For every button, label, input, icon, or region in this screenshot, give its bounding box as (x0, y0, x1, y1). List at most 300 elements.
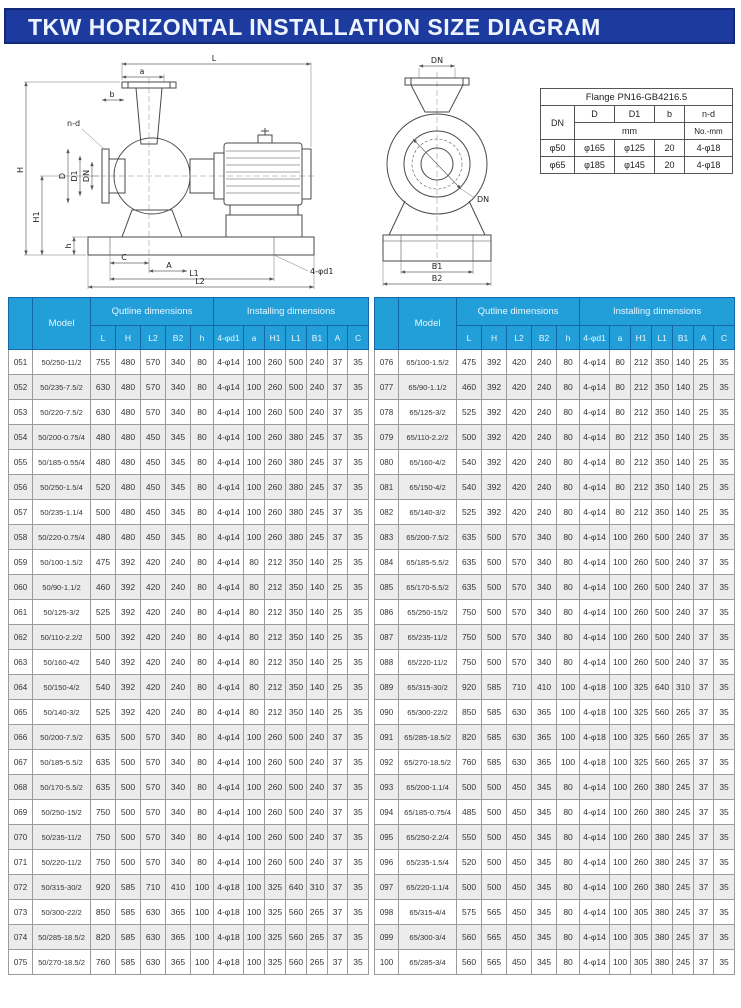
model-cell: 65/90-1.1/2 (399, 375, 457, 400)
value-cell: 140 (673, 400, 694, 425)
value-cell: 240 (532, 425, 557, 450)
row-number: 056 (9, 475, 33, 500)
value-cell: 35 (348, 675, 369, 700)
value-cell: 392 (482, 350, 507, 375)
value-cell: 100 (610, 575, 631, 600)
value-cell: 365 (166, 900, 191, 925)
value-cell: 570 (141, 800, 166, 825)
value-cell: 80 (191, 850, 214, 875)
value-cell: 100 (244, 475, 265, 500)
value-cell: 305 (631, 925, 652, 950)
model-cell: 65/300-3/4 (399, 925, 457, 950)
value-cell: 37 (328, 350, 348, 375)
value-cell: 80 (610, 450, 631, 475)
value-cell: 80 (191, 750, 214, 775)
col-B1: B1 (673, 326, 694, 350)
value-cell: 100 (244, 425, 265, 450)
value-cell: 4-φ14 (214, 525, 244, 550)
row-number: 088 (375, 650, 399, 675)
value-cell: 420 (507, 350, 532, 375)
model-cell: 65/285-3/4 (399, 950, 457, 975)
value-cell: 750 (91, 800, 116, 825)
value-cell: 240 (307, 750, 328, 775)
value-cell: 80 (557, 550, 580, 575)
value-cell: 4-φ18 (214, 925, 244, 950)
value-cell: 500 (482, 850, 507, 875)
value-cell: 240 (673, 625, 694, 650)
value-cell: 350 (652, 400, 673, 425)
value-cell: 585 (116, 900, 141, 925)
value-cell: 260 (631, 575, 652, 600)
value-cell: 750 (457, 650, 482, 675)
value-cell: 140 (307, 650, 328, 675)
table-row (9, 350, 369, 375)
value-cell: 392 (482, 500, 507, 525)
dim-label-4-d1: 4-φd1 (310, 267, 334, 276)
value-cell: 37 (328, 775, 348, 800)
value-cell: 100 (191, 875, 214, 900)
value-cell: 212 (631, 500, 652, 525)
value-cell: 25 (328, 550, 348, 575)
value-cell: 37 (328, 475, 348, 500)
value-cell: 100 (244, 350, 265, 375)
value-cell: 100 (191, 950, 214, 975)
row-number: 075 (9, 950, 33, 975)
value-cell: 100 (244, 775, 265, 800)
value-cell: 35 (714, 350, 735, 375)
value-cell: 500 (652, 650, 673, 675)
value-cell: 37 (694, 575, 714, 600)
value-cell: 4-φ18 (580, 675, 610, 700)
value-cell: 350 (652, 350, 673, 375)
value-cell: 140 (673, 425, 694, 450)
value-cell: 410 (532, 675, 557, 700)
blank-header (9, 298, 33, 350)
value-cell: 392 (116, 550, 141, 575)
value-cell: 392 (116, 675, 141, 700)
value-cell: 245 (673, 900, 694, 925)
model-cell: 65/200-1.1/4 (399, 775, 457, 800)
row-number: 099 (375, 925, 399, 950)
model-cell: 65/315-4/4 (399, 900, 457, 925)
value-cell: 265 (307, 900, 328, 925)
value-cell: 380 (652, 925, 673, 950)
row-number: 092 (375, 750, 399, 775)
value-cell: 365 (532, 700, 557, 725)
dim-label-C: C (121, 253, 127, 262)
model-cell: 65/220-11/2 (399, 650, 457, 675)
row-number: 055 (9, 450, 33, 475)
col-H: H (116, 326, 141, 350)
value-cell: 480 (91, 450, 116, 475)
pump-side-view-diagram (12, 52, 347, 290)
value-cell: 4-φ14 (580, 600, 610, 625)
value-cell: 500 (116, 775, 141, 800)
value-cell: 630 (507, 725, 532, 750)
value-cell: 485 (457, 800, 482, 825)
value-cell: 350 (286, 600, 307, 625)
flange-col-D: D (575, 106, 615, 123)
value-cell: 4-φ14 (214, 425, 244, 450)
row-number: 097 (375, 875, 399, 900)
value-cell: 350 (652, 425, 673, 450)
value-cell: 80 (244, 650, 265, 675)
value-cell: 340 (166, 800, 191, 825)
col-h: h (191, 326, 214, 350)
value-cell: 100 (244, 850, 265, 875)
value-cell: 635 (457, 525, 482, 550)
value-cell: 37 (328, 425, 348, 450)
value-cell: 350 (286, 575, 307, 600)
value-cell: 240 (307, 350, 328, 375)
value-cell: 4-φ14 (214, 450, 244, 475)
value-cell: 500 (91, 625, 116, 650)
value-cell: 37 (694, 525, 714, 550)
row-number: 074 (9, 925, 33, 950)
value-cell: 340 (166, 400, 191, 425)
model-cell: 65/150-4/2 (399, 475, 457, 500)
value-cell: 420 (141, 650, 166, 675)
flange-col-D1: D1 (615, 106, 655, 123)
model-cell: 65/315-30/2 (399, 675, 457, 700)
value-cell: 245 (307, 475, 328, 500)
size-table-right (374, 297, 735, 975)
value-cell: 340 (166, 725, 191, 750)
value-cell: 480 (116, 425, 141, 450)
model-cell: 50/235-11/2 (33, 825, 91, 850)
value-cell: 560 (286, 950, 307, 975)
value-cell: 500 (482, 800, 507, 825)
value-cell: 25 (694, 375, 714, 400)
value-cell: 325 (265, 950, 286, 975)
value-cell: 100 (610, 550, 631, 575)
col-H1: H1 (265, 326, 286, 350)
value-cell: 520 (91, 475, 116, 500)
value-cell: 37 (694, 950, 714, 975)
flange-row (541, 140, 733, 157)
table-row (375, 725, 735, 750)
value-cell: 4-φ14 (580, 875, 610, 900)
table-row (375, 575, 735, 600)
value-cell: 570 (507, 625, 532, 650)
value-cell: 630 (91, 400, 116, 425)
model-header: Model (399, 298, 457, 350)
value-cell: 585 (482, 675, 507, 700)
value-cell: 100 (557, 700, 580, 725)
value-cell: 480 (116, 500, 141, 525)
value-cell: 80 (557, 575, 580, 600)
value-cell: 4-φ18 (580, 725, 610, 750)
value-cell: 37 (694, 800, 714, 825)
value-cell: 35 (348, 550, 369, 575)
value-cell: 100 (610, 950, 631, 975)
value-cell: 525 (91, 600, 116, 625)
dim-label-A: A (166, 261, 172, 270)
value-cell: 585 (482, 700, 507, 725)
value-cell: 392 (116, 600, 141, 625)
value-cell: 80 (191, 475, 214, 500)
value-cell: 4-φ14 (580, 800, 610, 825)
table-row (375, 675, 735, 700)
group-installing-dimensions: Installing dimensions (580, 298, 735, 326)
value-cell: 520 (457, 850, 482, 875)
value-cell: 25 (694, 425, 714, 450)
value-cell: 392 (116, 650, 141, 675)
row-number: 073 (9, 900, 33, 925)
value-cell: 450 (141, 500, 166, 525)
model-cell: 50/235-7.5/2 (33, 375, 91, 400)
value-cell: 35 (714, 825, 735, 850)
model-cell: 50/250-1.5/4 (33, 475, 91, 500)
table-row (9, 875, 369, 900)
value-cell: 630 (141, 900, 166, 925)
value-cell: 212 (265, 650, 286, 675)
flange-row (541, 157, 733, 174)
value-cell: 37 (328, 375, 348, 400)
row-number: 091 (375, 725, 399, 750)
value-cell: 480 (116, 375, 141, 400)
value-cell: 4-φ14 (214, 825, 244, 850)
value-cell: 100 (244, 500, 265, 525)
value-cell: 35 (714, 450, 735, 475)
value-cell: 635 (91, 725, 116, 750)
value-cell: 100 (557, 725, 580, 750)
value-cell: 37 (328, 750, 348, 775)
value-cell: 260 (265, 775, 286, 800)
value-cell: 80 (610, 400, 631, 425)
value-cell: 345 (532, 925, 557, 950)
pump-front-view-diagram (347, 52, 532, 290)
col-a: a (610, 326, 631, 350)
value-cell: 4-φ14 (214, 700, 244, 725)
row-number: 062 (9, 625, 33, 650)
value-cell: 100 (244, 900, 265, 925)
value-cell: 450 (507, 875, 532, 900)
value-cell: 100 (610, 925, 631, 950)
value-cell: 4-φ14 (580, 575, 610, 600)
value-cell: 635 (457, 550, 482, 575)
value-cell: 35 (714, 625, 735, 650)
row-number: 100 (375, 950, 399, 975)
value-cell: 345 (532, 825, 557, 850)
value-cell: 80 (191, 450, 214, 475)
value-cell: 340 (166, 850, 191, 875)
value-cell: 240 (166, 550, 191, 575)
value-cell: 140 (307, 600, 328, 625)
model-cell: 65/185-5.5/2 (399, 550, 457, 575)
value-cell: 4-φ14 (580, 500, 610, 525)
value-cell: 850 (91, 900, 116, 925)
value-cell: 35 (714, 525, 735, 550)
value-cell: 212 (631, 450, 652, 475)
value-cell: 350 (652, 500, 673, 525)
value-cell: 100 (610, 800, 631, 825)
value-cell: 750 (91, 850, 116, 875)
model-cell: 50/250-15/2 (33, 800, 91, 825)
flange-cell: 4-φ18 (685, 140, 733, 157)
value-cell: 25 (694, 350, 714, 375)
value-cell: 260 (631, 775, 652, 800)
value-cell: 380 (286, 450, 307, 475)
table-row (375, 900, 735, 925)
table-row (9, 800, 369, 825)
value-cell: 100 (244, 400, 265, 425)
value-cell: 450 (507, 850, 532, 875)
value-cell: 100 (610, 900, 631, 925)
value-cell: 80 (557, 400, 580, 425)
value-cell: 540 (91, 650, 116, 675)
value-cell: 260 (631, 825, 652, 850)
value-cell: 260 (631, 850, 652, 875)
value-cell: 500 (652, 600, 673, 625)
value-cell: 80 (557, 775, 580, 800)
value-cell: 570 (507, 650, 532, 675)
value-cell: 80 (610, 475, 631, 500)
value-cell: 265 (307, 925, 328, 950)
model-cell: 65/140-3/2 (399, 500, 457, 525)
value-cell: 265 (673, 750, 694, 775)
value-cell: 325 (265, 875, 286, 900)
value-cell: 750 (457, 600, 482, 625)
value-cell: 260 (631, 525, 652, 550)
value-cell: 240 (532, 475, 557, 500)
value-cell: 100 (610, 750, 631, 775)
value-cell: 80 (191, 550, 214, 575)
value-cell: 35 (714, 700, 735, 725)
value-cell: 245 (307, 525, 328, 550)
model-cell: 50/150-4/2 (33, 675, 91, 700)
value-cell: 500 (482, 550, 507, 575)
value-cell: 450 (141, 450, 166, 475)
page-title: TKW HORIZONTAL INSTALLATION SIZE DIAGRAM (4, 8, 735, 44)
row-number: 095 (375, 825, 399, 850)
model-cell: 50/140-3/2 (33, 700, 91, 725)
value-cell: 4-φ14 (214, 575, 244, 600)
value-cell: 750 (457, 625, 482, 650)
diagram-strip (0, 44, 741, 292)
value-cell: 80 (191, 350, 214, 375)
flange-col-nd: n-d (685, 106, 733, 123)
col-A: A (694, 326, 714, 350)
value-cell: 260 (265, 500, 286, 525)
value-cell: 350 (652, 450, 673, 475)
col-L1: L1 (286, 326, 307, 350)
value-cell: 345 (532, 875, 557, 900)
row-number: 070 (9, 825, 33, 850)
value-cell: 500 (286, 825, 307, 850)
value-cell: 500 (482, 875, 507, 900)
model-cell: 65/185-0.75/4 (399, 800, 457, 825)
value-cell: 35 (714, 775, 735, 800)
value-cell: 365 (166, 950, 191, 975)
value-cell: 37 (328, 825, 348, 850)
value-cell: 585 (482, 750, 507, 775)
value-cell: 35 (714, 875, 735, 900)
value-cell: 570 (141, 775, 166, 800)
value-cell: 345 (166, 525, 191, 550)
value-cell: 240 (532, 375, 557, 400)
row-number: 087 (375, 625, 399, 650)
value-cell: 25 (328, 650, 348, 675)
value-cell: 540 (91, 675, 116, 700)
value-cell: 4-φ14 (580, 450, 610, 475)
value-cell: 500 (482, 625, 507, 650)
value-cell: 240 (673, 650, 694, 675)
model-cell: 50/220-11/2 (33, 850, 91, 875)
flange-table (540, 88, 733, 174)
value-cell: 35 (714, 850, 735, 875)
table-row (9, 825, 369, 850)
value-cell: 245 (673, 850, 694, 875)
value-cell: 500 (286, 800, 307, 825)
value-cell: 345 (166, 500, 191, 525)
value-cell: 340 (166, 775, 191, 800)
value-cell: 380 (286, 475, 307, 500)
value-cell: 35 (348, 950, 369, 975)
table-row (9, 575, 369, 600)
value-cell: 340 (166, 350, 191, 375)
value-cell: 4-φ14 (214, 375, 244, 400)
value-cell: 525 (91, 700, 116, 725)
value-cell: 345 (166, 475, 191, 500)
value-cell: 37 (694, 750, 714, 775)
value-cell: 350 (286, 625, 307, 650)
model-cell: 50/315-30/2 (33, 875, 91, 900)
value-cell: 420 (507, 425, 532, 450)
flange-cell: φ65 (541, 157, 575, 174)
value-cell: 260 (265, 425, 286, 450)
value-cell: 80 (244, 625, 265, 650)
table-row (9, 500, 369, 525)
value-cell: 260 (265, 375, 286, 400)
row-number: 071 (9, 850, 33, 875)
value-cell: 500 (286, 375, 307, 400)
value-cell: 500 (116, 800, 141, 825)
value-cell: 80 (191, 725, 214, 750)
value-cell: 325 (265, 900, 286, 925)
value-cell: 240 (532, 350, 557, 375)
table-row (9, 400, 369, 425)
value-cell: 212 (631, 400, 652, 425)
value-cell: 480 (116, 350, 141, 375)
value-cell: 35 (348, 650, 369, 675)
row-number: 069 (9, 800, 33, 825)
value-cell: 100 (610, 825, 631, 850)
value-cell: 240 (166, 575, 191, 600)
row-number: 068 (9, 775, 33, 800)
value-cell: 570 (507, 600, 532, 625)
value-cell: 260 (631, 550, 652, 575)
model-cell: 65/110-2.2/2 (399, 425, 457, 450)
table-row (9, 775, 369, 800)
table-row (9, 675, 369, 700)
value-cell: 4-φ14 (214, 675, 244, 700)
value-cell: 500 (286, 850, 307, 875)
value-cell: 380 (286, 425, 307, 450)
value-cell: 37 (694, 725, 714, 750)
model-cell: 65/270-18.5/2 (399, 750, 457, 775)
row-number: 059 (9, 550, 33, 575)
row-number: 054 (9, 425, 33, 450)
value-cell: 4-φ18 (580, 750, 610, 775)
value-cell: 35 (714, 575, 735, 600)
value-cell: 140 (673, 350, 694, 375)
value-cell: 480 (91, 525, 116, 550)
value-cell: 4-φ14 (580, 525, 610, 550)
value-cell: 4-φ14 (214, 475, 244, 500)
table-row (9, 425, 369, 450)
value-cell: 80 (191, 675, 214, 700)
